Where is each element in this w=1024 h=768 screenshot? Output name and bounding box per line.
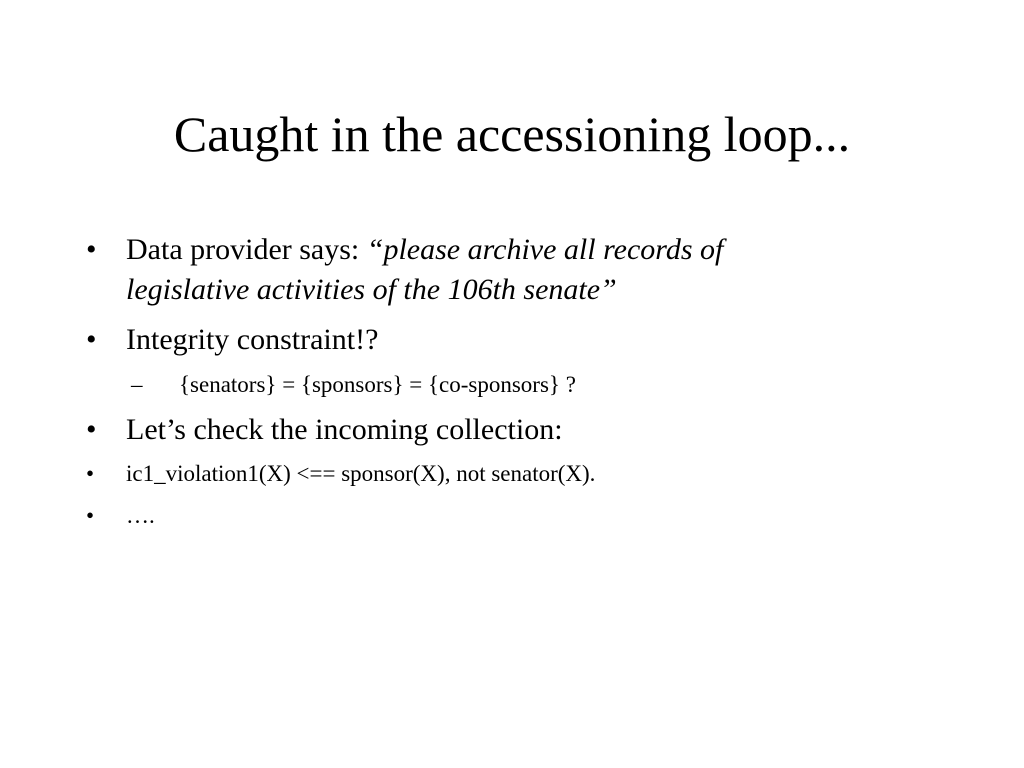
bullet-text [126, 230, 906, 310]
sub-bullet-item-sets [131, 371, 951, 399]
bullet-text: Let’s check the incoming collection: [126, 413, 563, 446]
bullet-icon: • [86, 323, 97, 356]
bullet-icon: • [86, 503, 95, 528]
bullet-icon: • [86, 461, 95, 486]
bullet-icon: • [86, 413, 97, 446]
quote-line-1: “please archive all records of [366, 233, 724, 266]
bullet-icon: • [86, 233, 97, 266]
dash-icon: – [131, 372, 143, 397]
quote-line-2: legislative activities of the 106th senate” [126, 273, 617, 306]
sub-bullet-text: {senators} = {sponsors} = {co-sponsors} ? [179, 372, 576, 397]
slide-title: Caught in the accessioning loop... [173, 106, 851, 162]
bullet-item-violation-rule [86, 460, 946, 488]
bullet-item-ellipsis [86, 502, 946, 530]
bullet-text: ic1_violation1(X) <== sponsor(X), not senator(X). [126, 461, 596, 486]
bullet-item-check-collection [86, 410, 946, 450]
bullet-text: Integrity constraint!? [126, 323, 379, 356]
bullet-text: …. [126, 503, 155, 528]
bullet-plain-text: Data provider says: [126, 233, 367, 266]
bullet-item-integrity-constraint [86, 320, 946, 360]
bullet-item-data-provider [86, 230, 946, 310]
